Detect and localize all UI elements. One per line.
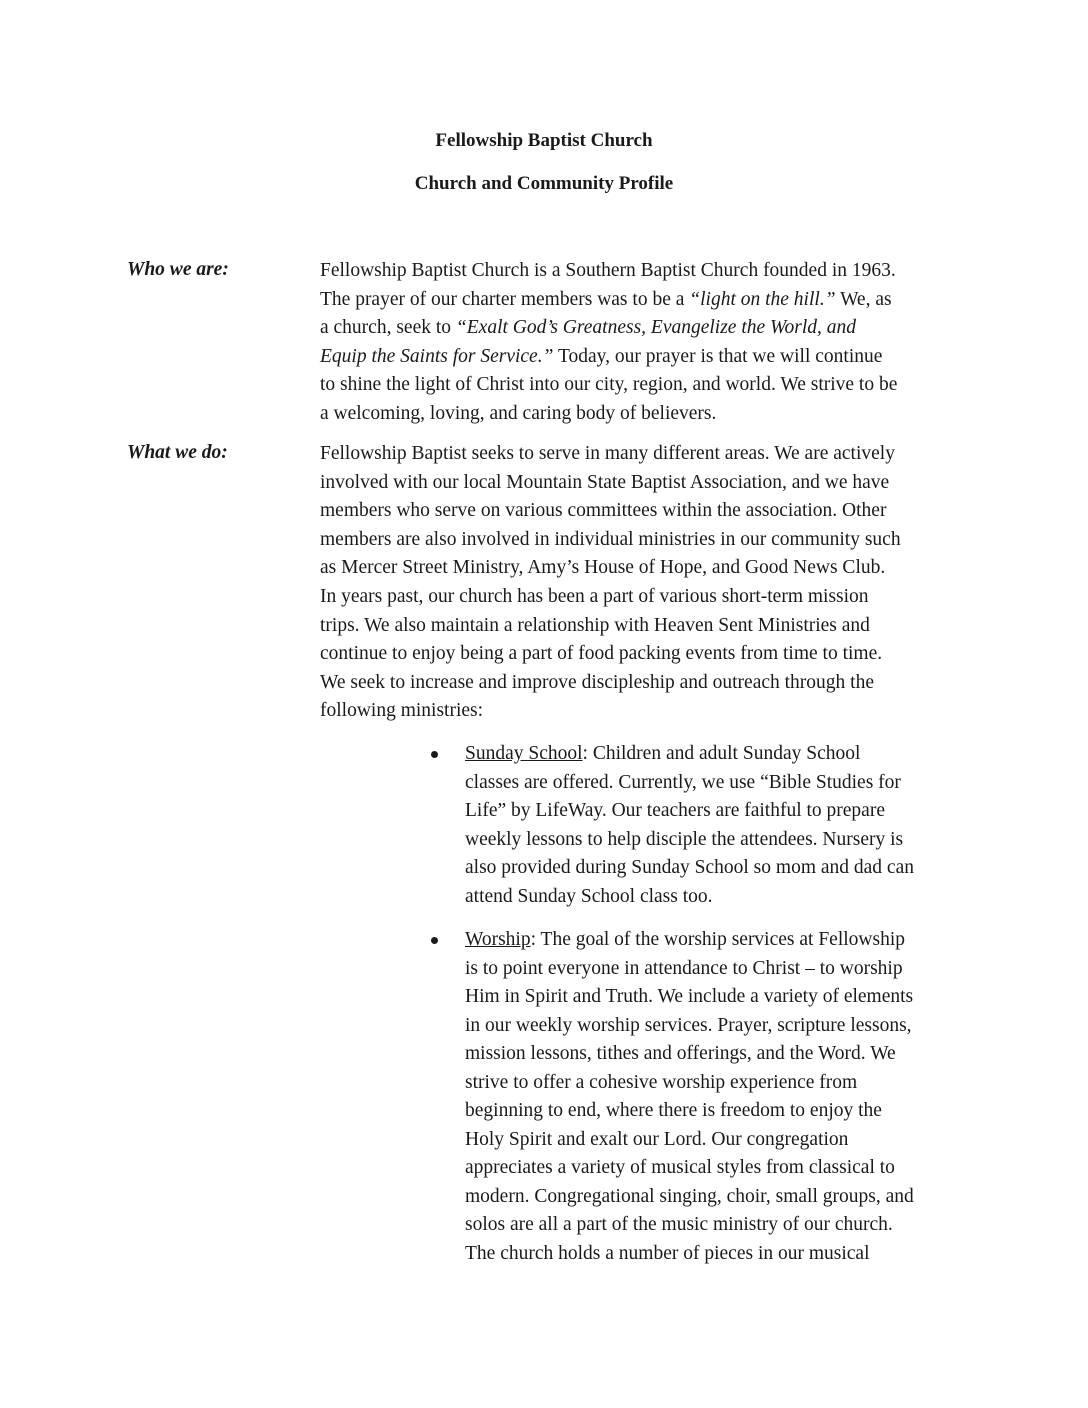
ministry-line: appreciates a variety of musical styles from classical to	[465, 1157, 895, 1178]
ministry-line: also provided during Sunday School so mom and dad can	[465, 857, 914, 878]
ministry-name-sunday-school: Sunday School	[465, 743, 583, 764]
ministry-first-line: Sunday School: Children and adult Sunday School	[465, 743, 861, 764]
quote-mission-statement-end: Equip the Saints for Service.”	[320, 345, 554, 367]
section-label-who-we-are: Who we are:	[127, 259, 229, 280]
body-line: as Mercer Street Ministry, Amy’s House of Hope, and Good News Club.	[320, 557, 886, 579]
document-subtitle: Church and Community Profile	[414, 173, 674, 194]
ministry-line: solos are all a part of the music ministry of our church.	[465, 1214, 893, 1235]
ministry-item-worship	[425, 926, 1025, 1268]
ministry-name-worship: Worship	[465, 929, 531, 950]
body-line: Fellowship Baptist seeks to serve in many different areas. We are actively	[320, 443, 895, 464]
ministry-line: Holy Spirit and exalt our Lord. Our congregation	[465, 1128, 849, 1150]
ministry-line: modern. Congregational singing, choir, small groups, and	[465, 1185, 914, 1207]
ministry-first-line: Worship: The goal of the worship services at Fellowship	[465, 929, 905, 950]
body-line: involved with our local Mountain State Baptist Association, and we have	[320, 471, 890, 493]
document-title: Fellowship Baptist Church	[435, 130, 653, 151]
body-line: a welcoming, loving, and caring body of believers.	[320, 402, 717, 424]
body-line: following ministries:	[320, 700, 484, 722]
ministry-line: is to point everyone in attendance to Christ – to worship	[465, 957, 903, 979]
ministry-line: beginning to end, where there is freedom to enjoy the	[465, 1100, 882, 1121]
ministry-line: Life” by LifeWay. Our teachers are faithful to prepare	[465, 800, 885, 821]
body-line: We seek to increase and improve discipleship and outreach through the	[320, 671, 874, 693]
ministry-item-sunday-school	[425, 740, 1025, 911]
body-line: The prayer of our charter members was to be a “light on the hill.” We, as	[320, 288, 892, 310]
quote-light-on-the-hill: “light on the hill.”	[689, 288, 836, 310]
ministry-line: mission lessons, tithes and offerings, and the Word. We	[465, 1043, 896, 1064]
body-line: continue to enjoy being a part of food packing events from time to time.	[320, 643, 883, 665]
body-line: members are also involved in individual ministries in our community such	[320, 528, 901, 550]
body-line: Fellowship Baptist Church is a Southern Baptist Church founded in 1963.	[320, 260, 896, 281]
quote-mission-statement: “Exalt God’s Greatness, Evangelize the World, and	[455, 317, 856, 339]
section-body-what-we-do	[320, 440, 965, 726]
bullet-icon	[431, 751, 438, 758]
ministry-line: Him in Spirit and Truth. We include a variety of elements	[465, 986, 914, 1007]
ministry-line: classes are offered. Currently, we use “Bible Studies for	[465, 771, 901, 793]
section-body-who-we-are	[320, 257, 965, 429]
body-line: Equip the Saints for Service.” Today, our prayer is that we will continue	[320, 345, 883, 367]
ministry-line: weekly lessons to help disciple the attendees. Nursery is	[465, 828, 904, 850]
ministry-line: strive to offer a cohesive worship experience from	[465, 1071, 858, 1093]
section-label-what-we-do: What we do:	[127, 442, 228, 463]
ministry-line: The church holds a number of pieces in our musical	[465, 1242, 870, 1264]
ministries-list	[425, 740, 985, 1300]
body-line: In years past, our church has been a part of various short-term mission	[320, 585, 869, 607]
body-line: trips. We also maintain a relationship with Heaven Sent Ministries and	[320, 614, 870, 636]
body-line: to shine the light of Christ into our city, region, and world. We strive to be	[320, 374, 898, 396]
ministry-line: attend Sunday School class too.	[465, 885, 713, 907]
bullet-icon	[431, 937, 438, 944]
body-line: a church, seek to “Exalt God’s Greatness, Evangelize the World, and	[320, 317, 856, 339]
ministry-line: in our weekly worship services. Prayer, scripture lessons,	[465, 1014, 912, 1036]
body-line: members who serve on various committees within the association. Other	[320, 500, 887, 522]
